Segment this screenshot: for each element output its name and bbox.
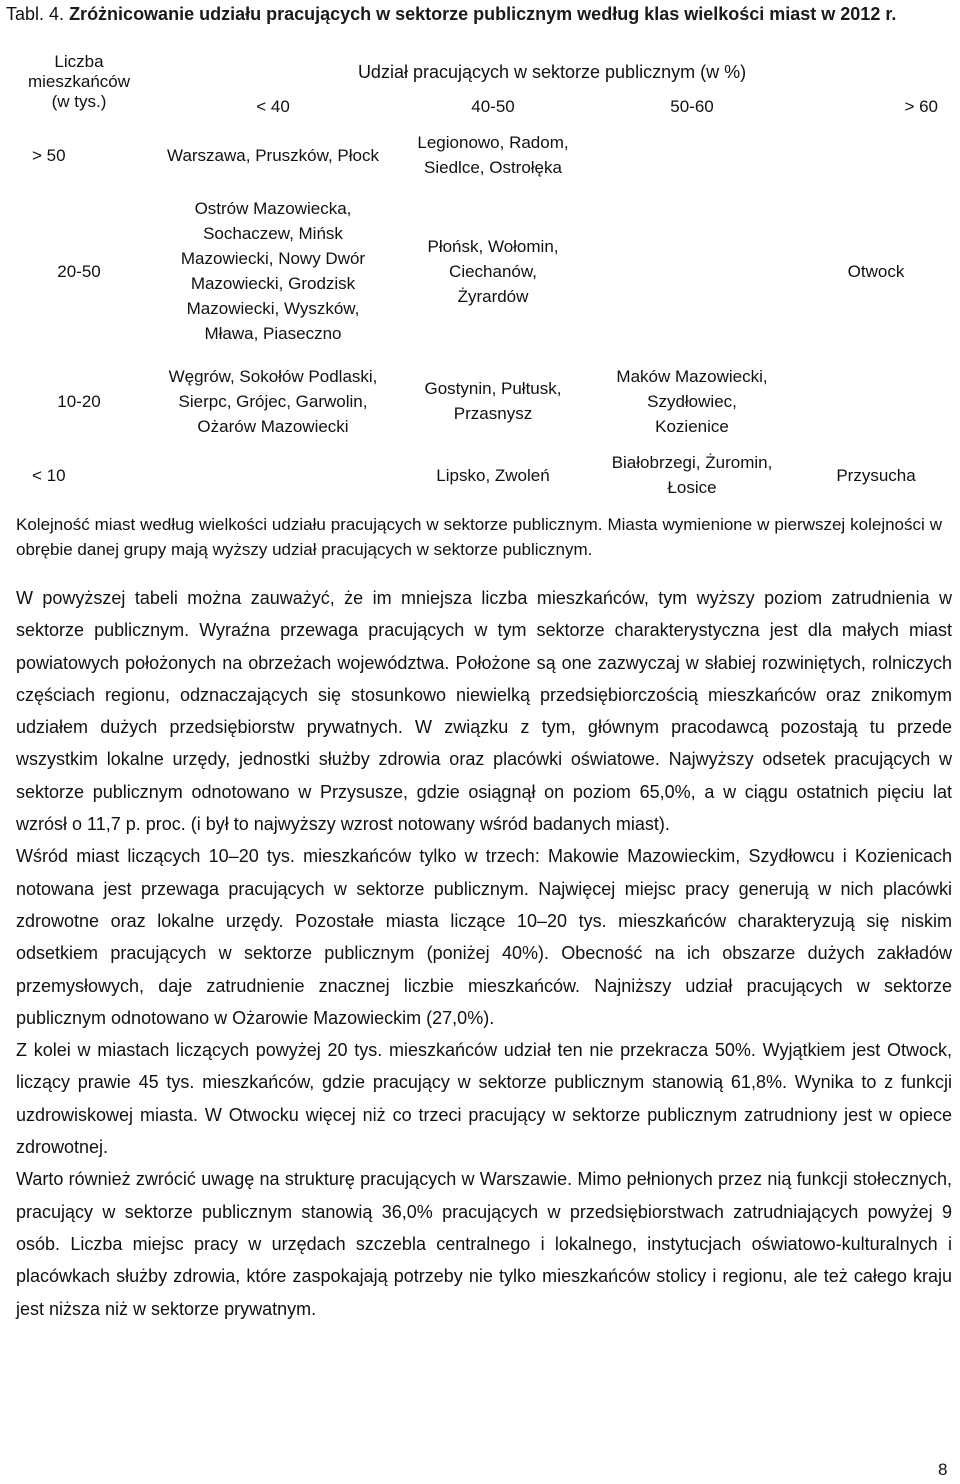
band-header: 50-60 [670, 96, 714, 116]
table-note: Kolejność miast według wielkości udziału pracujących w sektorze publicznym. Miasta wymienione w pierwszej kolejności w obrębie danej grupy mają wyższy udział pracujących w sektorze publicznym. [16, 515, 942, 559]
table-title: Zróżnicowanie udziału pracujących w sektorze publicznym według klas wielkości miast w 2012 r. [69, 4, 897, 24]
cell-line: Białobrzegi, Żuromin, [611, 453, 773, 472]
table-cell: Lipsko, Zwoleń [436, 465, 550, 485]
table-cell [398, 124, 588, 186]
paragraph: Z kolei w miastach liczących powyżej 20 tys. mieszkańców udział ten nie przekracza 50%. Wyjątkiem jest Otwock, liczący prawie 45 tys. mieszkańców, gdzie pracujący w sektorze publicznym stanowią 61,8%. Wynika to z funkcji uzdrowiskowej miasta. W Otwocku więcej niż co trzeci pracujący w sektorze publicznym zatrudniony jest w opiece zdrowotnej. [16, 1040, 952, 1158]
row-header-line: mieszkańców [27, 72, 131, 91]
table-cell [398, 356, 588, 446]
group-header: Udział pracujących w sektorze publicznym (w %) [357, 61, 747, 82]
table-cell [796, 124, 956, 186]
band-header: > 60 [904, 96, 938, 116]
band-header: 40-50 [471, 96, 515, 116]
table-row [10, 124, 956, 186]
row-header-line: (w tys.) [51, 92, 107, 111]
cell-line: Mazowiecki, Nowy Dwór [180, 249, 366, 268]
paragraph: W powyższej tabeli można zauważyć, że im mniejsza liczba mieszkańców, tym wyższy poziom zatrudnienia w sektorze publicznym. Wyraźna przewaga pracujących w tym sektorze charakterystyczna jest dla małych miast powiatowych położonych na obrzeżach województwa. Położone są one zazwyczaj w słabiej rozwiniętych, rolniczych częściach regionu, odznaczających się stosunkowo niewielką przedsiębiorczością mieszkańców oraz znikomym udziałem dużych przedsiębiorstw prywatnych. W związku z tym, głównym pracodawcą pozostają tu przede wszystkim lokalne urzędy, jednostki służby zdrowia oraz placówki oświatowe. Najwyższy odsetek pracujących w sektorze publicznym odnotowano w Przysusze, gdzie osiągnął on poziom 65,0%, a w ciągu ostatnich pięciu lat wzrósł o 11,7 p. proc. (i był to najwyższy wzrost notowany wśród badanych miast). [16, 588, 952, 835]
cell-line: Sierpc, Grójec, Garwolin, [178, 391, 368, 411]
table-cell [148, 446, 398, 504]
paragraph: Warto również zwrócić uwagę na strukturę pracujących w Warszawie. Mimo pełnionych przez nią funkcji stołecznych, pracujący w sektorze publicznym stanowią 36,0% pracujących w przedsiębiorstwach zatrudniających powyżej 9 osób. Liczba miejsc pracy w urzędach szczebla centralnego i lokalnego, instytucjach oświatowo-kulturalnych i placówkach służby zdrowia, które zaspokajają potrzeby nie tylko mieszkańców stolicy i regionu, ale też całego kraju jest niższa niż w sektorze prywatnym. [16, 1169, 952, 1319]
cell-line: Ciechanów, [449, 261, 537, 281]
table-row [10, 356, 956, 446]
paragraph: Wśród miast liczących 10–20 tys. mieszkańców tylko w trzech: Makowie Mazowieckim, Szydłowcu i Kozienicach notowana jest przewaga pracujących w sektorze publicznym. Najwięcej miejsc pracy generują w nich placówki zdrowotne oraz lokalne urzędy. Pozostałe miasta liczące 10–20 tys. mieszkańców charakteryzują się niskim odsetkiem pracujących w sektorze publicznym (poniżej 40%). Obecność na ich obszarze dużych zakładów przemysłowych, daje zatrudnienie znacznej liczbie mieszkańców. Najniższy udział pracujących w sektorze publicznym odnotowano w Ożarowie Mazowieckim (27,0%). [16, 846, 952, 1028]
row-header-line: Liczba [54, 52, 104, 71]
band-header: < 40 [256, 96, 290, 116]
cell-line: Ostrów Mazowiecka, [194, 199, 352, 218]
table-number: Tabl. 4. [6, 4, 65, 24]
cell-line: Szydłowiec, [647, 391, 737, 411]
cell-line: Legionowo, Radom, [417, 133, 569, 152]
table-cell [588, 124, 796, 186]
row-label: > 50 [32, 145, 66, 165]
table-row [10, 446, 956, 504]
row-header [10, 48, 148, 124]
cell-line: Łosice [667, 478, 717, 497]
cell-line: Węgrów, Sokołów Podlaski, [168, 366, 378, 386]
cell-line: Przasnysz [453, 404, 533, 423]
data-table [10, 48, 956, 504]
cell-line: Maków Mazowiecki, [616, 366, 768, 386]
row-label: 10-20 [57, 391, 101, 411]
cell-line: Mława, Piaseczno [204, 324, 342, 343]
cell-line: Siedlce, Ostrołęka [424, 158, 562, 177]
cell-line: Mazowiecki, Grodzisk [190, 274, 356, 293]
cell-line: Gostynin, Pułtusk, [424, 379, 562, 398]
table-cell [588, 446, 796, 504]
body-text [16, 582, 952, 1325]
cell-line: Ożarów Mazowiecki [197, 416, 349, 436]
cell-line: Mazowiecki, Wyszków, [186, 299, 360, 318]
table-cell: Przysucha [836, 465, 916, 485]
table-cell [796, 356, 956, 446]
page-number: 8 [938, 1460, 948, 1479]
table-cell: Otwock [847, 261, 905, 281]
cell-line: Sochaczew, Mińsk [203, 224, 343, 243]
cell-line: Kozienice [655, 416, 729, 436]
table-cell [588, 186, 796, 356]
table-row [10, 186, 956, 356]
table-cell: Warszawa, Pruszków, Płock [167, 145, 379, 165]
table-cell [588, 356, 796, 446]
table-cell [398, 186, 588, 356]
cell-line: Żyrardów [457, 286, 529, 306]
table-cell [148, 186, 398, 356]
row-label: < 10 [32, 465, 66, 485]
row-label: 20-50 [57, 261, 101, 281]
table-cell [148, 356, 398, 446]
table-caption [6, 2, 954, 26]
cell-line: Płońsk, Wołomin, [427, 236, 559, 256]
